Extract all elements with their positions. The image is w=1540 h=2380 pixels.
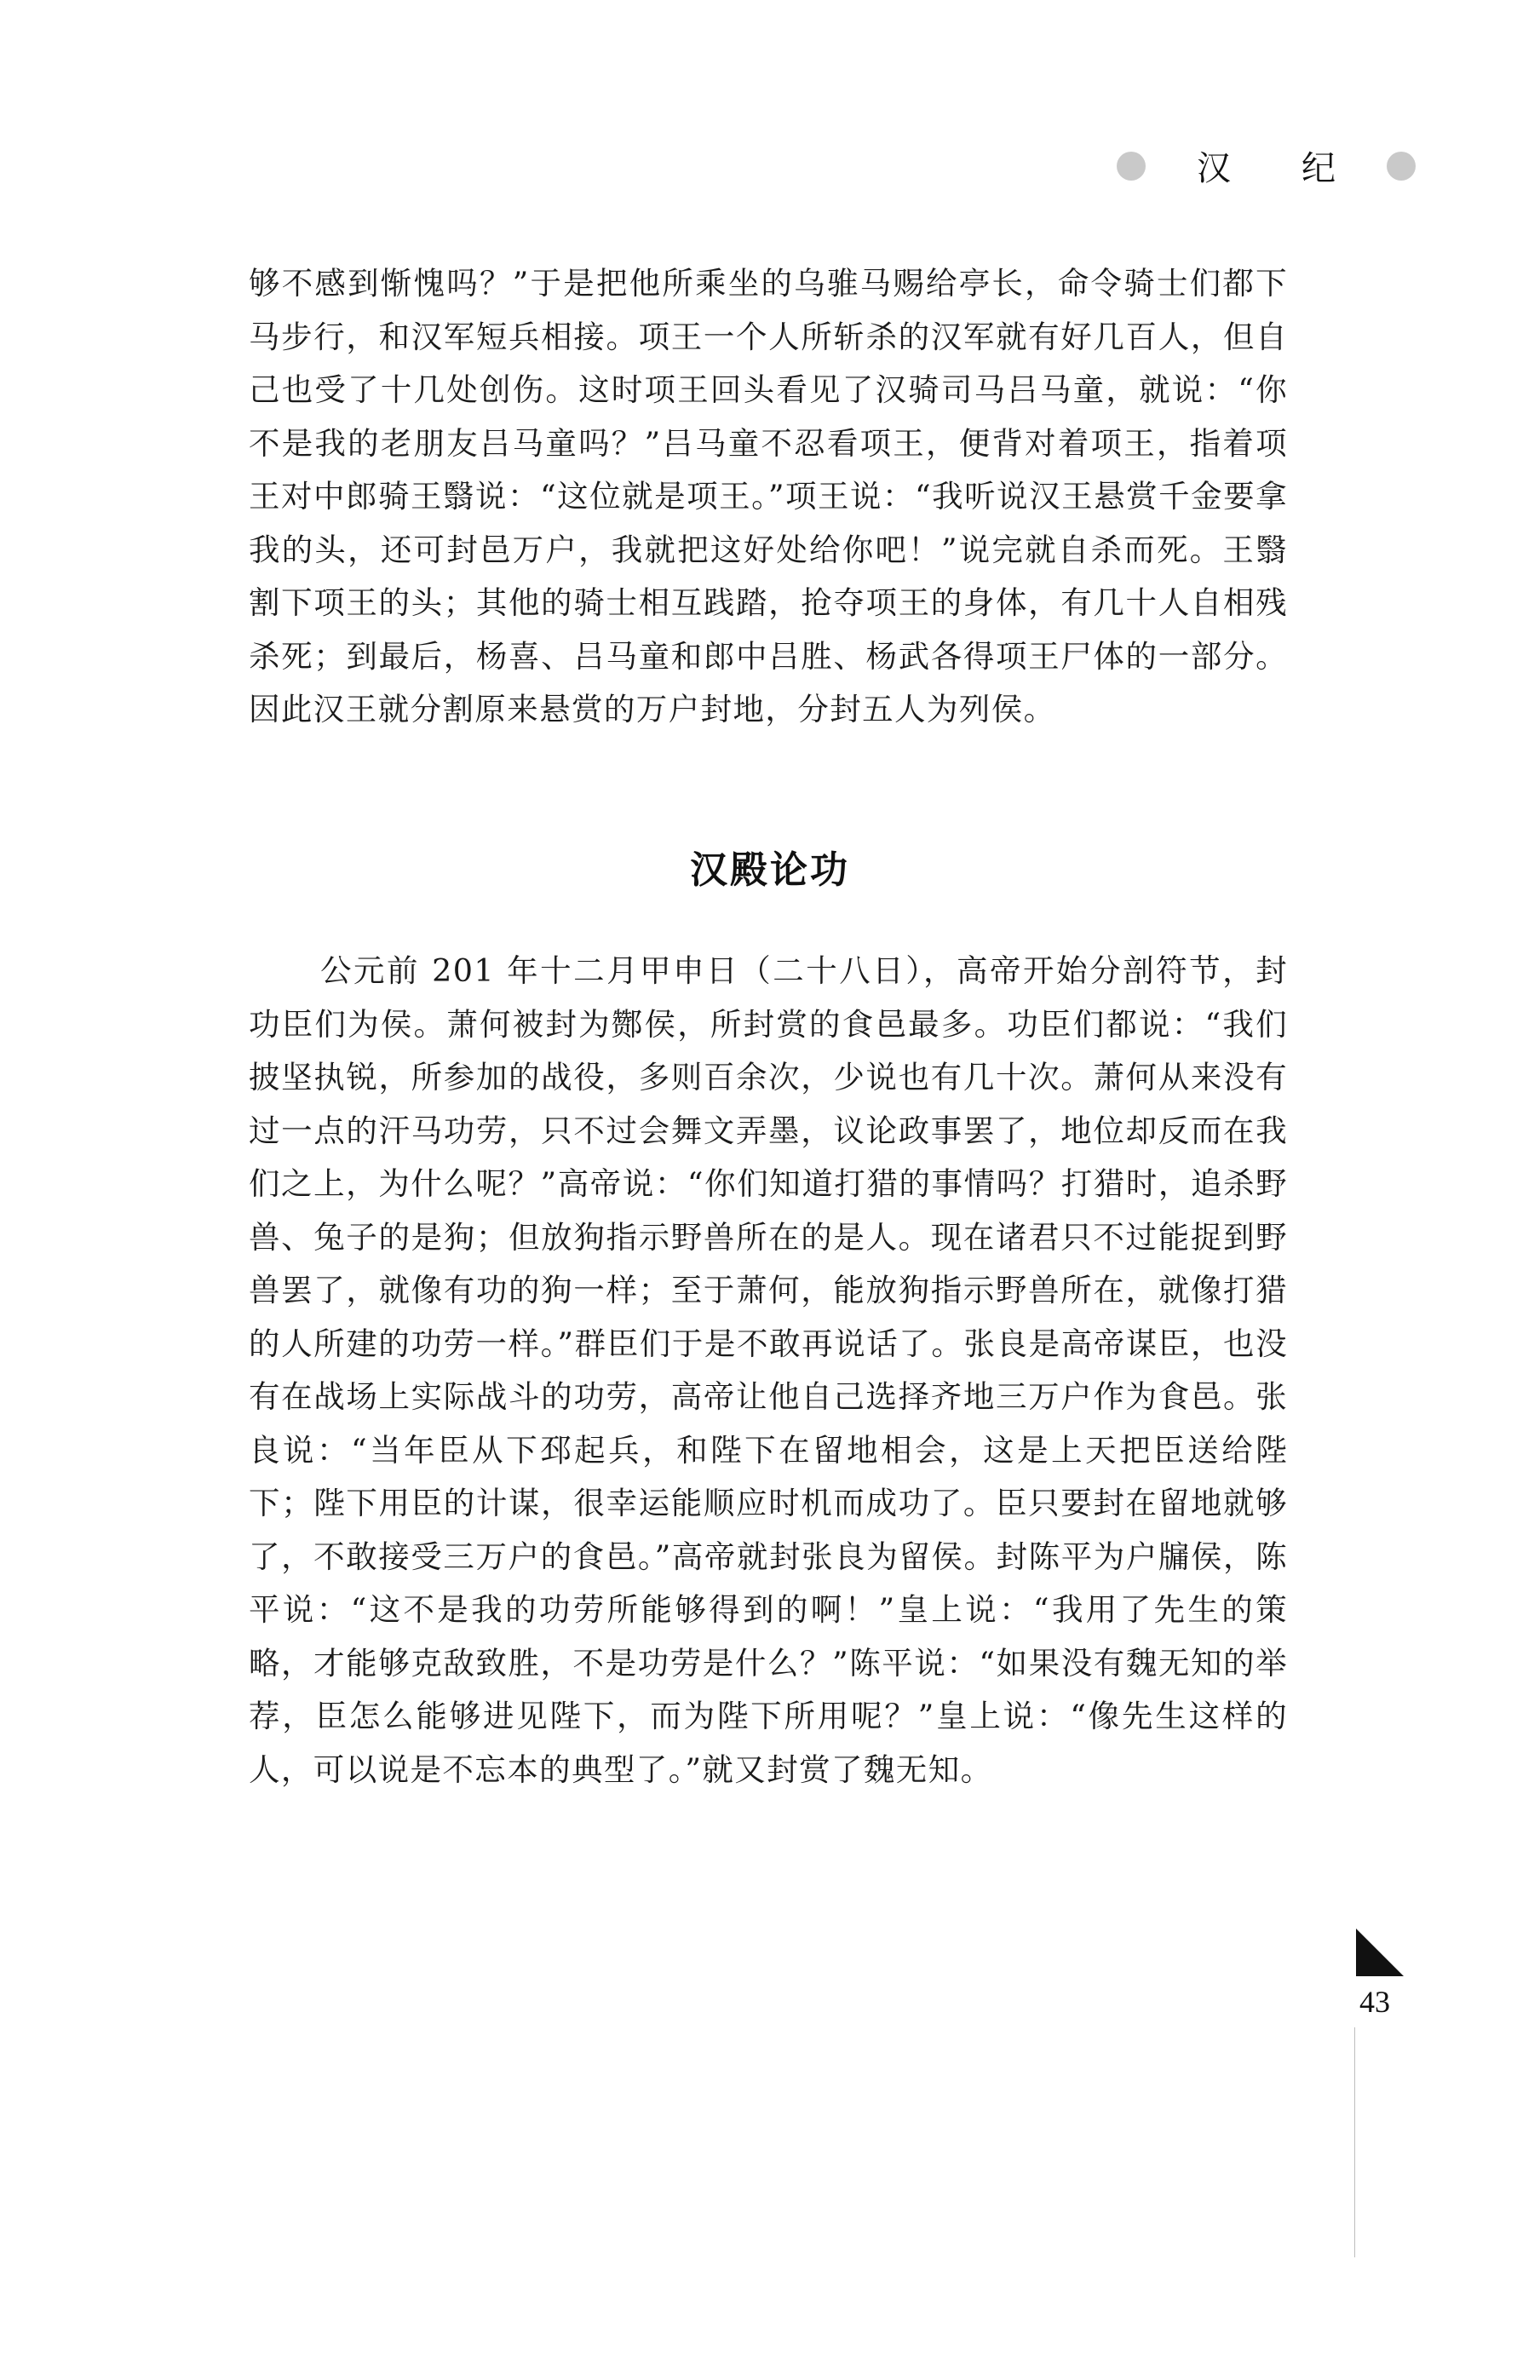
section-title: 汉殿论功 xyxy=(690,848,850,892)
page-corner-triangle-icon xyxy=(1356,1929,1404,1976)
header-dot-left-icon xyxy=(1117,152,1146,181)
running-header-char-2: 纪 xyxy=(1302,149,1336,188)
header-dot-right-icon xyxy=(1387,152,1416,181)
body-paragraph-1: 够不感到惭愧吗？”于是把他所乘坐的乌骓马赐给亭长，命令骑士们都下马步行，和汉军短兵相接。项王一个人所斩杀的汉军就有好几百人，但自己也受了十几处创伤。这时项王回头看见了汉骑司马吕马童，就说：“你不是我的老朋友吕马童吗？”吕马童不忍看项王，便背对着项王，指着项王对中郎骑王翳说：“这位就是项王。”项王说：“我听说汉王悬赏千金要拿我的头，还可封邑万户，我就把这好处给你吧！”说完就自杀而死。王翳割下项王的头；其他的骑士相互践踏，抢夺项王的身体，有几十人自相残杀死；到最后，杨喜、吕马童和郎中吕胜、杨武各得项王尸体的一部分。因此汉王就分割原来悬赏的万户封地，分封五人为列侯。 xyxy=(249,265,1288,727)
page-number: 43 xyxy=(1359,1985,1390,2019)
margin-rule-divider xyxy=(1354,2027,1355,2257)
body-paragraph-2: 公元前 201 年十二月甲申日（二十八日），高帝开始分剖符节，封功臣们为侯。萧何被封为酂侯，所封赏的食邑最多。功臣们都说：“我们披坚执锐，所参加的战役，多则百余次，少说也有几十次。萧何从来没有过一点的汗马功劳，只不过会舞文弄墨，议论政事罢了，地位却反而在我们之上，为什么呢？”高帝说：“你们知道打猎的事情吗？打猎时，追杀野兽、兔子的是狗；但放狗指示野兽所在的是人。现在诸君只不过能捉到野兽罢了，就像有功的狗一样；至于萧何，能放狗指示野兽所在，就像打猎的人所建的功劳一样。”群臣们于是不敢再说话了。张良是高帝谋臣，也没有在战场上实际战斗的功劳，高帝让他自己选择齐地三万户作为食邑。张良说：“当年臣从下邳起兵，和陛下在留地相会，这是上天把臣送给陛下；陛下用臣的计谋，很幸运能顺应时机而成功了。臣只要封在留地就够了，不敢接受三万户的食邑。”高帝就封张良为留侯。封陈平为户牖侯，陈平说：“这不是我的功劳所能够得到的啊！”皇上说：“我用了先生的策略，才能够克敌致胜，不是功劳是什么？”陈平说：“如果没有魏无知的举荐，臣怎么能够进见陛下，而为陛下所用呢？”皇上说：“像先生这样的人，可以说是不忘本的典型了。”就又封赏了魏无知。 xyxy=(249,952,1288,1788)
running-header-char-1: 汉 xyxy=(1197,149,1231,188)
